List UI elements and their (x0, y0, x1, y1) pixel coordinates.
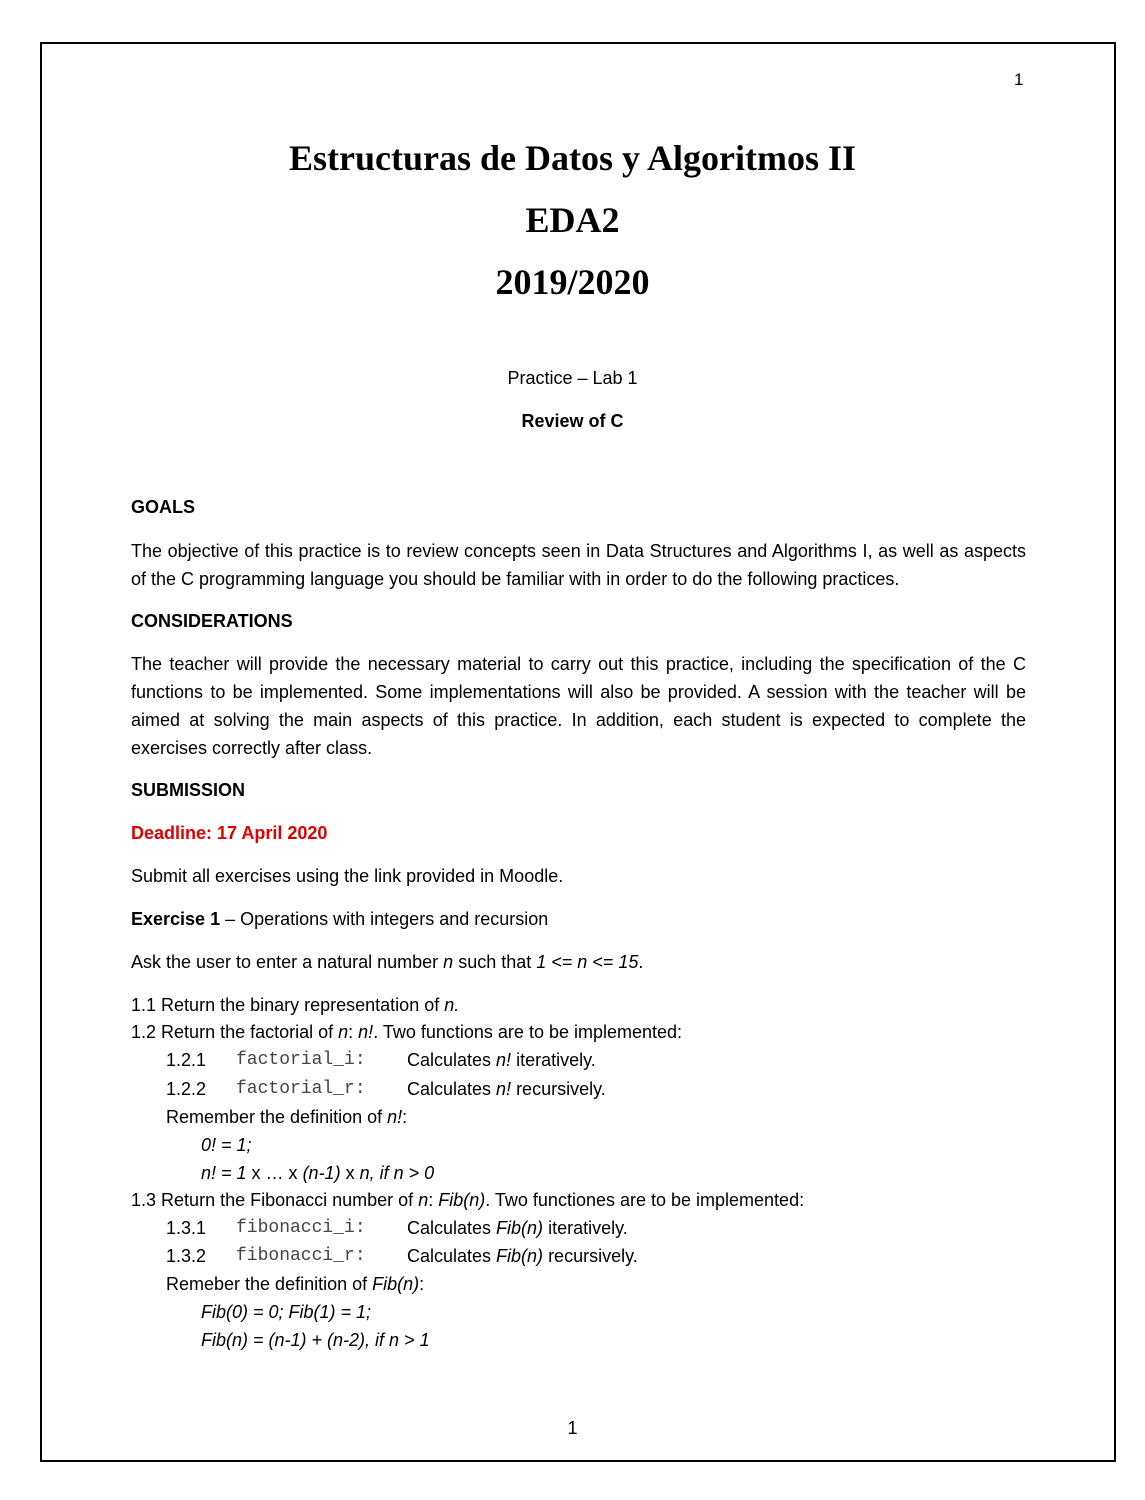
footer-page-number: 1 (567, 1418, 578, 1438)
item-1-2-2-description (407, 1079, 606, 1100)
considerations-text: The teacher will provide the necessary material to carry out this practice, including the specification of the C functions to be implemented. Some implementations will also be provided. A session with the teacher will be aimed at solving the main aspects of this practice. In addition, each student is expected to complete the exercises correctly after class. (131, 654, 1026, 758)
prompt-mid: such that (453, 952, 537, 972)
prompt-pre: Ask the user to enter a natural number (131, 952, 444, 972)
item-var: n! (358, 1022, 374, 1042)
fibonacci-definition-intro (166, 1274, 424, 1295)
eq-part: x … x (246, 1163, 303, 1183)
item-1-3 (131, 1190, 804, 1211)
desc-text: recursively. (511, 1079, 606, 1099)
deadline-text: Deadline: 17 April 2020 (131, 823, 328, 843)
factorial-definition-intro (166, 1107, 407, 1128)
desc-text: iteratively. (543, 1218, 628, 1238)
prompt-end: . (638, 952, 644, 972)
desc-var: n! (496, 1079, 512, 1099)
practice-topic: Review of C (521, 411, 624, 431)
item-1-3-2-description (407, 1246, 638, 1267)
factorial-equation-1: 0! = 1; (201, 1135, 252, 1155)
eq-part: x (340, 1163, 360, 1183)
desc-text: Calculates (407, 1246, 497, 1266)
document-title: Estructuras de Datos y Algoritmos II (289, 138, 856, 178)
exercise-1-title (131, 909, 548, 930)
submission-heading: SUBMISSION (131, 780, 246, 800)
goals-heading: GOALS (131, 497, 196, 517)
prompt-n: n (443, 952, 454, 972)
function-name: fibonacci_i: (236, 1218, 366, 1238)
submission-text: Submit all exercises using the link provided in Moodle. (131, 866, 564, 886)
considerations-heading: CONSIDERATIONS (131, 611, 293, 631)
item-number: 1.1 (131, 995, 157, 1015)
item-number: 1.3 (131, 1190, 157, 1210)
fibonacci-equation-1: Fib(0) = 0; Fib(1) = 1; (201, 1302, 372, 1322)
def-var: Fib(n) (372, 1274, 420, 1294)
course-code: EDA2 (525, 200, 620, 240)
desc-text: iteratively. (511, 1050, 596, 1070)
item-1-3-1-description (407, 1218, 628, 1239)
goals-text: The objective of this practice is to review concepts seen in Data Structures and Algorithms I, as well as aspects of the C programming language you should be familiar with in order to do the following practices. (131, 541, 1026, 589)
exercise-1-label: Exercise 1 (131, 909, 221, 929)
fibonacci-equation-2: Fib(n) = (n-1) + (n-2), if n > 1 (201, 1330, 430, 1350)
header-page-number: 1 (1014, 70, 1024, 89)
item-text: Return the factorial of (161, 1022, 339, 1042)
item-number: 1.2 (131, 1022, 157, 1042)
desc-var: Fib(n) (496, 1218, 544, 1238)
function-name: factorial_r: (236, 1079, 366, 1099)
exercise-1-prompt (131, 952, 643, 973)
item-text: . Two functions are to be implemented: (373, 1022, 683, 1042)
eq-part: n, if n > 0 (359, 1163, 435, 1183)
desc-text: recursively. (543, 1246, 638, 1266)
def-text: Remember the definition of (166, 1107, 388, 1127)
item-var: n (418, 1190, 429, 1210)
item-1-2-1-number: 1.2.1 (166, 1050, 207, 1070)
def-var: n! (387, 1107, 403, 1127)
def-text: Remeber the definition of (166, 1274, 373, 1294)
factorial-equation-2 (201, 1163, 434, 1184)
def-text: : (402, 1107, 408, 1127)
item-1-2 (131, 1022, 682, 1043)
item-text: . Two functiones are to be implemented: (485, 1190, 805, 1210)
eq-part: (n-1) (302, 1163, 341, 1183)
item-1-2-2-number: 1.2.2 (166, 1079, 207, 1099)
desc-text: Calculates (407, 1218, 497, 1238)
exercise-1-subtitle: – Operations with integers and recursion (220, 909, 549, 929)
item-var: n (338, 1022, 349, 1042)
def-text: : (419, 1274, 425, 1294)
item-var: Fib(n) (438, 1190, 486, 1210)
desc-text: Calculates (407, 1050, 497, 1070)
prompt-condition: 1 <= n <= 15 (536, 952, 639, 972)
item-colon: : (348, 1022, 359, 1042)
item-text: Return the binary representation of (161, 995, 445, 1015)
function-name: factorial_i: (236, 1050, 366, 1070)
item-1-3-2-number: 1.3.2 (166, 1246, 207, 1266)
item-1-2-1-description (407, 1050, 596, 1071)
function-name: fibonacci_r: (236, 1246, 366, 1266)
item-var: n. (444, 995, 460, 1015)
item-1-3-1-number: 1.3.1 (166, 1218, 207, 1238)
desc-var: Fib(n) (496, 1246, 544, 1266)
practice-label: Practice – Lab 1 (507, 368, 638, 388)
item-colon: : (428, 1190, 439, 1210)
desc-var: n! (496, 1050, 512, 1070)
eq-part: n! = 1 (201, 1163, 247, 1183)
item-text: Return the Fibonacci number of (161, 1190, 419, 1210)
academic-year: 2019/2020 (495, 262, 650, 302)
item-1-1 (131, 995, 459, 1016)
desc-text: Calculates (407, 1079, 497, 1099)
